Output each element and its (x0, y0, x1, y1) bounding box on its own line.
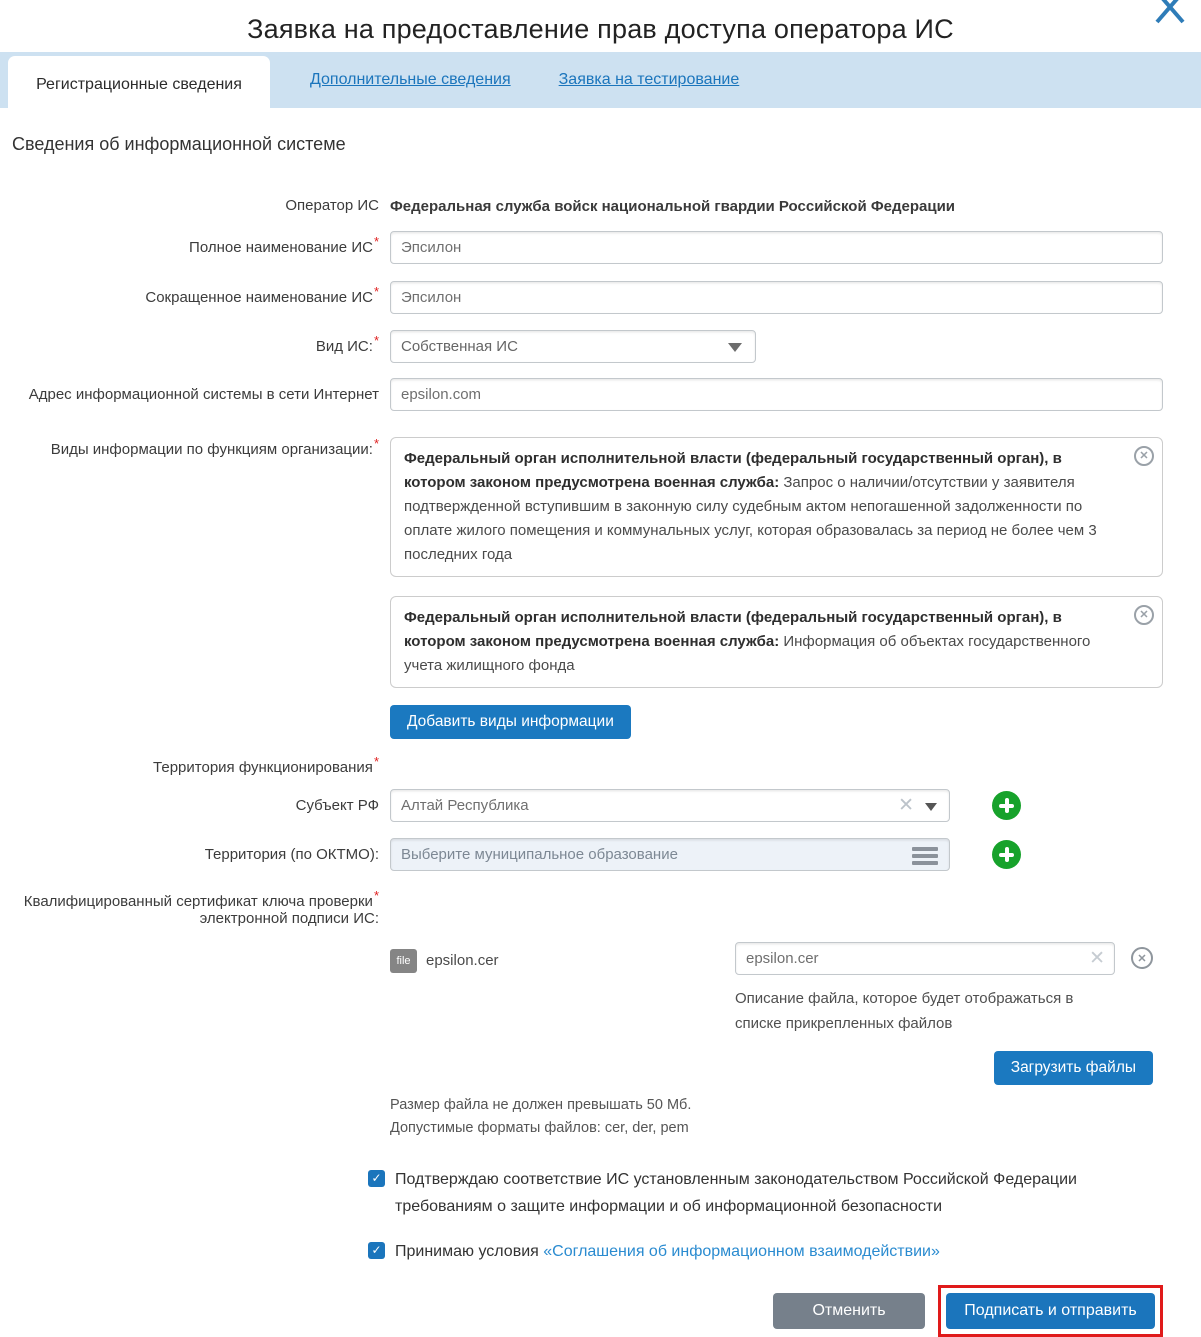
highlight-annotation (938, 1285, 1163, 1337)
subject-value[interactable] (390, 789, 950, 822)
section-title: Сведения об информационной системе (12, 134, 346, 154)
tab-registration[interactable]: Регистрационные сведения (8, 56, 270, 113)
subject-select[interactable] (390, 789, 950, 822)
file-description-field[interactable] (735, 942, 1115, 975)
modal-header (0, 0, 1201, 45)
row-oktmo (0, 838, 1201, 871)
add-territory-button[interactable] (992, 840, 1021, 869)
checkbox-compliance[interactable]: ✓ (368, 1170, 385, 1187)
remove-info-type-icon[interactable]: ✕ (1134, 446, 1154, 466)
size-hint: Размер файла не должен превышать 50 Мб. (390, 1096, 692, 1113)
agreement-text: Принимаю условия «Соглашения об информационном взаимодействии» (395, 1242, 940, 1260)
checkbox-agreement[interactable]: ✓ (368, 1242, 385, 1259)
certificate-label: Квалифицированный сертификат ключа проверки* электронной подписи ИС: (23, 888, 379, 928)
clear-icon[interactable]: ✕ (898, 795, 914, 816)
cancel-button[interactable]: Отменить (773, 1293, 925, 1329)
info-type-bold: Федеральный орган исполнительной власти (федеральный государственный орган), в котором законом предусмотрена военная служба: (404, 609, 1062, 650)
full-name-label: Полное наименование ИС* (189, 233, 379, 256)
row-full-name (0, 231, 1201, 264)
row-operator (0, 197, 1201, 215)
close-icon[interactable] (1153, 0, 1187, 26)
info-type-bold: Федеральный орган исполнительной власти (федеральный государственный орган), в котором законом предусмотрена военная служба: (404, 450, 1062, 491)
required-mark: * (373, 332, 379, 348)
remove-file-icon[interactable]: ✕ (1131, 947, 1153, 969)
checkbox-row-agreement (368, 1238, 1201, 1265)
address-input[interactable] (390, 378, 1163, 411)
page-title: Заявка на предоставление прав доступа оператора ИС (247, 14, 954, 44)
is-type-label: Вид ИС:* (315, 332, 379, 355)
operator-label: Оператор ИС (285, 197, 379, 214)
row-subject (0, 789, 1201, 822)
short-name-label: Сокращенное наименование ИС* (145, 283, 379, 306)
territory-section-label: Территория функционирования* (153, 754, 379, 776)
full-name-input[interactable] (390, 231, 1163, 264)
tab-testing[interactable]: Заявка на тестирование (558, 71, 740, 88)
remove-info-type-icon[interactable]: ✕ (1134, 605, 1154, 625)
format-hint: Допустимые форматы файлов: cer, der, pem (390, 1119, 689, 1136)
oktmo-input[interactable] (390, 838, 950, 871)
file-hints (390, 1094, 1163, 1140)
add-subject-button[interactable] (992, 791, 1021, 820)
row-address (0, 378, 1201, 411)
footer-actions (0, 1285, 1201, 1337)
required-mark: * (373, 233, 379, 249)
row-info-types (0, 437, 1201, 739)
file-name: epsilon.cer (426, 952, 499, 969)
chevron-down-icon[interactable] (728, 343, 742, 352)
short-name-input[interactable] (390, 281, 1163, 314)
is-type-value[interactable] (390, 330, 756, 363)
tab-bar (0, 52, 1201, 108)
row-territory-section (0, 754, 1201, 777)
clear-icon[interactable]: ✕ (1089, 947, 1105, 969)
chevron-down-icon[interactable] (925, 803, 937, 811)
operator-value: Федеральная служба войск национальной гвардии Российской Федерации (390, 198, 956, 215)
oktmo-label: Территория (по ОКТМО): (204, 845, 379, 863)
row-file (0, 942, 1201, 1140)
required-mark: * (373, 283, 379, 299)
form (0, 197, 1201, 1337)
subject-label: Субъект РФ (295, 796, 379, 814)
required-mark: * (373, 436, 379, 451)
compliance-text: Подтверждаю соответствие ИС установленным законодательством Российской Федерации требованиям о защите информации и об информационной безопасности (395, 1170, 1077, 1215)
file-description-hint: Описание файла, которое будет отображаться в списке прикрепленных файлов (735, 989, 1074, 1032)
info-type-card (390, 437, 1163, 577)
row-certificate (0, 888, 1201, 928)
attached-file (390, 942, 735, 973)
info-type-text: Информация об объектах государственного учета жилищного фонда (404, 633, 1091, 674)
info-types-label: Виды информации по функциям организации:* (50, 436, 379, 458)
info-type-card (390, 596, 1163, 688)
is-type-select[interactable] (390, 330, 756, 363)
file-description-input[interactable] (735, 942, 1115, 975)
row-short-name (0, 281, 1201, 314)
tab-additional[interactable]: Дополнительные сведения (310, 71, 511, 88)
required-mark: * (373, 754, 379, 769)
address-label: Адрес информационной системы в сети Интернет (28, 385, 379, 403)
row-is-type (0, 330, 1201, 363)
menu-icon[interactable] (912, 847, 938, 865)
oktmo-field[interactable] (390, 838, 950, 871)
info-type-text: Запрос о наличии/отсутствии у заявителя подтвержденной вступившим в законную силу судебным актом непогашенной задолженности по оплате жилого помещения и коммунальных услуг, которая образовалась за период не более чем 3 последних года (404, 474, 1097, 563)
required-mark: * (373, 888, 379, 903)
add-info-types-button[interactable]: Добавить виды информации (390, 705, 631, 739)
agreement-link[interactable]: «Соглашения об информационном взаимодействии» (543, 1242, 940, 1260)
sign-and-send-button[interactable]: Подписать и отправить (946, 1293, 1155, 1329)
file-area (390, 942, 1163, 1085)
upload-files-button[interactable]: Загрузить файлы (994, 1051, 1153, 1085)
checkbox-row-compliance (368, 1166, 1201, 1220)
file-icon: file (390, 949, 417, 973)
